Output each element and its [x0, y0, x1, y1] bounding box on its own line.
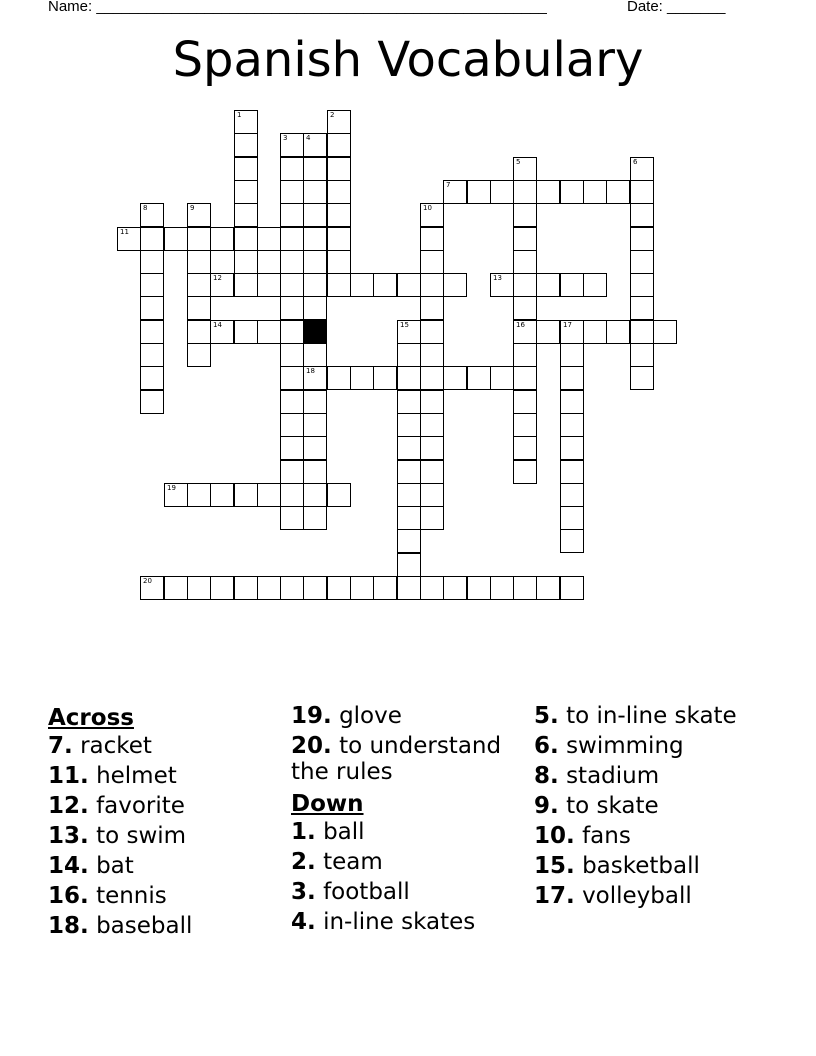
clue-number: 2. [291, 849, 316, 875]
grid-cell[interactable] [280, 343, 304, 367]
grid-cell[interactable] [397, 436, 421, 460]
across-clue [48, 793, 273, 819]
cell-number: 19 [167, 484, 176, 492]
clue-number: 9. [534, 793, 559, 819]
grid-cell[interactable] [630, 366, 654, 390]
across-clue [48, 883, 273, 909]
clue-number: 11. [48, 763, 89, 789]
grid-cell[interactable] [280, 366, 304, 390]
grid-cell[interactable] [420, 366, 444, 390]
down-clue [534, 883, 759, 909]
clue-number: 19. [291, 703, 332, 729]
grid-cell[interactable] [164, 576, 188, 600]
grid-cell[interactable] [280, 250, 304, 274]
grid-cell[interactable] [234, 250, 258, 274]
cell-number: 15 [400, 321, 409, 329]
grid-cell[interactable] [513, 227, 537, 251]
grid-cell[interactable] [630, 296, 654, 320]
grid-cell[interactable] [234, 320, 258, 344]
grid-cell[interactable] [140, 390, 164, 414]
grid-cell[interactable] [280, 203, 304, 227]
grid-cell[interactable] [280, 576, 304, 600]
grid-cell[interactable] [630, 250, 654, 274]
grid-cell[interactable] [513, 343, 537, 367]
clue-text: stadium [566, 763, 660, 789]
across-clue [48, 823, 273, 849]
grid-cell[interactable] [653, 320, 677, 344]
clue-column-2 [291, 703, 516, 939]
grid-cell[interactable] [467, 180, 491, 204]
grid-cell[interactable] [280, 157, 304, 181]
cell-number: 14 [213, 321, 222, 329]
grid-cell[interactable] [234, 273, 258, 297]
down-clue [534, 763, 759, 789]
grid-cell[interactable] [140, 366, 164, 390]
grid-cell[interactable] [303, 460, 327, 484]
grid-cell[interactable] [234, 203, 258, 227]
clue-number: 20. [291, 733, 332, 759]
grid-cell[interactable] [303, 250, 327, 274]
grid-cell[interactable] [536, 320, 560, 344]
grid-cell[interactable] [397, 529, 421, 553]
grid-cell[interactable] [513, 366, 537, 390]
down-clue [291, 819, 516, 845]
grid-cell[interactable] [583, 180, 607, 204]
grid-cell[interactable] [327, 110, 351, 134]
grid-cell[interactable] [420, 436, 444, 460]
grid-cell[interactable] [303, 576, 327, 600]
down-clue [291, 909, 516, 935]
grid-cell[interactable] [164, 227, 188, 251]
grid-cell[interactable] [443, 366, 467, 390]
down-heading: Down [291, 791, 364, 817]
grid-cell[interactable] [350, 366, 374, 390]
cell-number: 16 [516, 321, 525, 329]
grid-cell[interactable] [560, 413, 584, 437]
grid-cell[interactable] [373, 576, 397, 600]
grid-cell[interactable] [397, 343, 421, 367]
grid-cell[interactable] [536, 576, 560, 600]
grid-cell[interactable] [606, 180, 630, 204]
grid-cell[interactable] [140, 227, 164, 251]
grid-cell[interactable] [327, 157, 351, 181]
grid-cell[interactable] [257, 273, 281, 297]
grid-cell[interactable] [327, 483, 351, 507]
grid-cell[interactable] [257, 576, 281, 600]
grid-cell[interactable] [630, 320, 654, 344]
grid-cell[interactable] [560, 343, 584, 367]
grid-cell[interactable] [513, 320, 537, 344]
clue-number: 1. [291, 819, 316, 845]
grid-cell[interactable] [420, 506, 444, 530]
grid-cell[interactable] [327, 227, 351, 251]
grid-cell[interactable] [257, 483, 281, 507]
clue-number: 14. [48, 853, 89, 879]
grid-cell[interactable] [280, 413, 304, 437]
grid-cell[interactable] [140, 203, 164, 227]
grid-cell[interactable] [280, 273, 304, 297]
grid-cell[interactable] [280, 180, 304, 204]
grid-cell[interactable] [303, 157, 327, 181]
grid-cell[interactable] [280, 227, 304, 251]
grid-cell[interactable] [117, 227, 141, 251]
grid-cell[interactable] [303, 273, 327, 297]
grid-cell[interactable] [327, 133, 351, 157]
grid-cell[interactable] [420, 343, 444, 367]
grid-cell[interactable] [303, 296, 327, 320]
clue-text: glove [339, 703, 402, 729]
grid-cell[interactable] [234, 133, 258, 157]
grid-cell[interactable] [303, 343, 327, 367]
grid-cell[interactable] [210, 227, 234, 251]
grid-cell[interactable] [513, 296, 537, 320]
grid-cell[interactable] [630, 273, 654, 297]
grid-cell[interactable] [490, 180, 514, 204]
grid-cell[interactable] [560, 436, 584, 460]
grid-cell[interactable] [397, 366, 421, 390]
grid-cell[interactable] [490, 273, 514, 297]
grid-cell[interactable] [467, 576, 491, 600]
grid-cell[interactable] [280, 133, 304, 157]
grid-cell[interactable] [513, 413, 537, 437]
clue-text: helmet [96, 763, 177, 789]
clue-number: 18. [48, 913, 89, 939]
clue-number: 15. [534, 853, 575, 879]
grid-cell[interactable] [630, 157, 654, 181]
grid-cell[interactable] [397, 320, 421, 344]
grid-cell[interactable] [630, 227, 654, 251]
grid-cell[interactable] [560, 483, 584, 507]
grid-cell[interactable] [420, 460, 444, 484]
grid-cell[interactable] [513, 203, 537, 227]
grid-cell[interactable] [350, 576, 374, 600]
grid-cell[interactable] [280, 506, 304, 530]
grid-cell[interactable] [513, 390, 537, 414]
grid-cell[interactable] [234, 180, 258, 204]
grid-cell[interactable] [513, 273, 537, 297]
clue-text: in-line skates [323, 909, 476, 935]
grid-cell[interactable] [420, 227, 444, 251]
grid-cell[interactable] [513, 436, 537, 460]
clue-text: swimming [566, 733, 684, 759]
clue-number: 3. [291, 879, 316, 905]
grid-cell[interactable] [303, 227, 327, 251]
grid-cell[interactable] [187, 576, 211, 600]
clue-column-3 [534, 703, 759, 913]
cell-number: 20 [143, 577, 152, 585]
clue-text: bat [96, 853, 134, 879]
grid-cell[interactable] [140, 250, 164, 274]
clue-number: 12. [48, 793, 89, 819]
across-clue [291, 703, 516, 729]
clue-number: 16. [48, 883, 89, 909]
grid-cell[interactable] [187, 483, 211, 507]
clue-number: 5. [534, 703, 559, 729]
grid-cell[interactable] [420, 576, 444, 600]
grid-cell[interactable] [210, 483, 234, 507]
grid-cell[interactable] [397, 273, 421, 297]
clue-text: team [323, 849, 383, 875]
grid-cell[interactable] [443, 180, 467, 204]
grid-cell[interactable] [303, 436, 327, 460]
grid-cell[interactable] [303, 390, 327, 414]
grid-cell[interactable] [140, 343, 164, 367]
cell-number: 4 [306, 134, 311, 142]
clue-number: 8. [534, 763, 559, 789]
grid-cell[interactable] [397, 553, 421, 577]
grid-cell[interactable] [560, 366, 584, 390]
clue-text: volleyball [582, 883, 692, 909]
across-clue [48, 853, 273, 879]
grid-cell[interactable] [257, 320, 281, 344]
grid-cell[interactable] [630, 343, 654, 367]
grid-cell[interactable] [280, 390, 304, 414]
grid-cell[interactable] [210, 576, 234, 600]
name-field-label: Name: ______________________________________________________ [48, 0, 547, 15]
clue-column-1 [48, 703, 273, 943]
grid-cell[interactable] [513, 180, 537, 204]
grid-cell[interactable] [234, 227, 258, 251]
grid-cell[interactable] [513, 460, 537, 484]
grid-cell[interactable] [513, 250, 537, 274]
cell-number: 1 [237, 111, 242, 119]
grid-cell[interactable] [420, 296, 444, 320]
clue-text: to swim [96, 823, 187, 849]
grid-cell[interactable] [490, 366, 514, 390]
grid-cell[interactable] [280, 460, 304, 484]
down-clue [291, 849, 516, 875]
cell-number: 12 [213, 274, 222, 282]
clue-text: baseball [96, 913, 193, 939]
grid-cell[interactable] [443, 273, 467, 297]
grid-cell[interactable] [234, 110, 258, 134]
grid-cell[interactable] [303, 366, 327, 390]
grid-cell[interactable] [234, 576, 258, 600]
grid-cell[interactable] [140, 296, 164, 320]
grid-cell[interactable] [210, 320, 234, 344]
grid-cell[interactable] [187, 296, 211, 320]
cell-number: 2 [330, 111, 335, 119]
cell-number: 8 [143, 204, 148, 212]
grid-cell[interactable] [327, 250, 351, 274]
grid-cell[interactable] [280, 436, 304, 460]
cell-number: 9 [190, 204, 195, 212]
clue-text: football [323, 879, 410, 905]
grid-cell[interactable] [187, 203, 211, 227]
grid-cell[interactable] [280, 320, 304, 344]
clue-number: 10. [534, 823, 575, 849]
cell-number: 18 [306, 367, 315, 375]
grid-cell[interactable] [443, 576, 467, 600]
grid-cell[interactable] [420, 320, 444, 344]
clue-number: 7. [48, 733, 73, 759]
page-title: Spanish Vocabulary [172, 32, 644, 88]
grid-cell[interactable] [513, 576, 537, 600]
date-field-label: Date: _______ [627, 0, 726, 15]
across-clue [291, 733, 516, 785]
grid-cell[interactable] [490, 576, 514, 600]
down-clue [534, 853, 759, 879]
grid-cell[interactable] [327, 273, 351, 297]
down-clue [534, 733, 759, 759]
grid-cell[interactable] [303, 180, 327, 204]
grid-cell[interactable] [606, 320, 630, 344]
grid-cell[interactable] [280, 296, 304, 320]
grid-cell[interactable] [420, 483, 444, 507]
down-clue [534, 703, 759, 729]
grid-cell[interactable] [187, 227, 211, 251]
grid-cell[interactable] [187, 273, 211, 297]
grid-cell[interactable] [420, 203, 444, 227]
grid-cell[interactable] [583, 320, 607, 344]
across-heading: Across [48, 705, 134, 731]
grid-cell[interactable] [630, 180, 654, 204]
clue-text: to skate [566, 793, 659, 819]
grid-cell[interactable] [397, 460, 421, 484]
grid-cell[interactable] [280, 483, 304, 507]
clue-number: 4. [291, 909, 316, 935]
grid-cell[interactable] [560, 576, 584, 600]
grid-cell[interactable] [164, 483, 188, 507]
grid-cell[interactable] [303, 203, 327, 227]
grid-cell[interactable] [630, 203, 654, 227]
grid-cell[interactable] [536, 180, 560, 204]
clue-text: tennis [96, 883, 167, 909]
down-clue [291, 879, 516, 905]
grid-cell[interactable] [513, 157, 537, 181]
grid-cell[interactable] [560, 460, 584, 484]
grid-cell[interactable] [536, 273, 560, 297]
clue-text: racket [80, 733, 152, 759]
grid-cell[interactable] [560, 529, 584, 553]
grid-cell[interactable] [420, 273, 444, 297]
grid-cell[interactable] [234, 157, 258, 181]
grid-cell[interactable] [327, 366, 351, 390]
grid-cell[interactable] [560, 320, 584, 344]
grid-cell[interactable] [397, 413, 421, 437]
grid-cell[interactable] [420, 250, 444, 274]
clue-text: basketball [582, 853, 700, 879]
grid-cell[interactable] [373, 273, 397, 297]
grid-cell[interactable] [327, 576, 351, 600]
grid-cell[interactable] [560, 180, 584, 204]
grid-black-cell [303, 320, 327, 344]
cell-number: 6 [633, 158, 638, 166]
cell-number: 13 [493, 274, 502, 282]
grid-cell[interactable] [210, 273, 234, 297]
clue-text: to understand the rules [291, 733, 502, 785]
grid-cell[interactable] [257, 227, 281, 251]
grid-cell[interactable] [327, 203, 351, 227]
down-clue [534, 823, 759, 849]
grid-cell[interactable] [373, 366, 397, 390]
grid-cell[interactable] [560, 273, 584, 297]
clue-text: to in-line skate [566, 703, 737, 729]
grid-cell[interactable] [560, 390, 584, 414]
grid-cell[interactable] [187, 250, 211, 274]
cell-number: 11 [120, 228, 129, 236]
grid-cell[interactable] [187, 343, 211, 367]
cell-number: 10 [423, 204, 432, 212]
grid-cell[interactable] [583, 273, 607, 297]
cell-number: 3 [283, 134, 288, 142]
clue-text: ball [323, 819, 365, 845]
grid-cell[interactable] [467, 366, 491, 390]
across-clue [48, 763, 273, 789]
grid-cell[interactable] [234, 483, 258, 507]
grid-cell[interactable] [420, 413, 444, 437]
grid-cell[interactable] [397, 390, 421, 414]
grid-cell[interactable] [420, 390, 444, 414]
clue-number: 17. [534, 883, 575, 909]
grid-cell[interactable] [303, 483, 327, 507]
grid-cell[interactable] [303, 133, 327, 157]
grid-cell[interactable] [397, 506, 421, 530]
grid-cell[interactable] [303, 413, 327, 437]
across-clue [48, 913, 273, 939]
grid-cell[interactable] [140, 273, 164, 297]
grid-cell[interactable] [397, 483, 421, 507]
grid-cell[interactable] [397, 576, 421, 600]
cell-number: 7 [446, 181, 451, 189]
clue-text: fans [582, 823, 631, 849]
down-clue [534, 793, 759, 819]
grid-cell[interactable] [327, 180, 351, 204]
grid-cell[interactable] [140, 576, 164, 600]
cell-number: 5 [516, 158, 521, 166]
cell-number: 17 [563, 321, 572, 329]
across-clue [48, 733, 273, 759]
grid-cell[interactable] [140, 320, 164, 344]
clue-text: favorite [96, 793, 185, 819]
clue-number: 6. [534, 733, 559, 759]
clue-number: 13. [48, 823, 89, 849]
grid-cell[interactable] [560, 506, 584, 530]
grid-cell[interactable] [303, 506, 327, 530]
grid-cell[interactable] [350, 273, 374, 297]
grid-cell[interactable] [187, 320, 211, 344]
